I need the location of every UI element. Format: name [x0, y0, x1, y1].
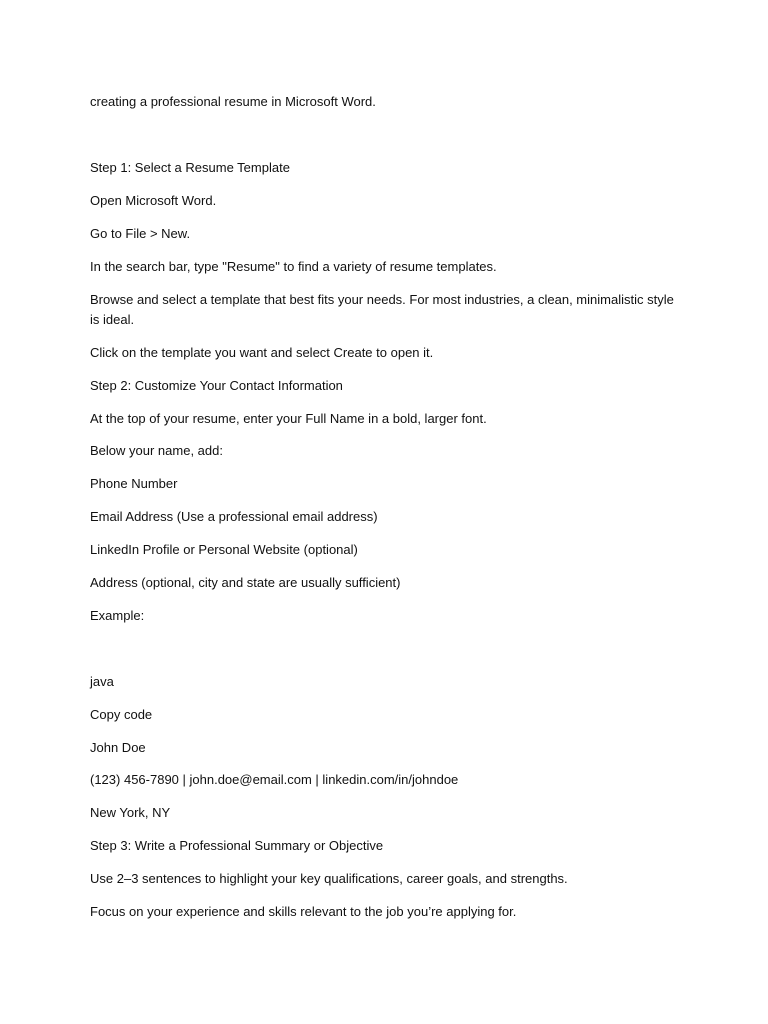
- step-2-below-name: Below your name, add:: [90, 443, 223, 458]
- step-3-focus: Focus on your experience and skills relevant to the job you’re applying for.: [90, 904, 517, 919]
- copy-code-label: Copy code: [90, 707, 153, 722]
- step-1-click-create: Click on the template you want and select Create to open it.: [90, 345, 434, 360]
- example-location: New York, NY: [90, 805, 171, 820]
- step-1-file-new: Go to File > New.: [90, 226, 191, 241]
- step-2-address: Address (optional, city and state are usually sufficient): [90, 575, 401, 590]
- step-1-open-word: Open Microsoft Word.: [90, 193, 217, 208]
- step-1-browse-template: Browse and select a template that best fits your needs. For most industries, a clean, minimalistic style is ideal.: [90, 292, 674, 327]
- example-contact-line: (123) 456-7890 | john.doe@email.com | linkedin.com/in/johndoe: [90, 772, 459, 787]
- example-label: Example:: [90, 608, 145, 623]
- step-2-heading: Step 2: Customize Your Contact Information: [90, 378, 343, 393]
- intro-line: creating a professional resume in Microsoft Word.: [90, 94, 376, 109]
- code-language-label: java: [90, 674, 114, 689]
- step-3-sentences: Use 2–3 sentences to highlight your key qualifications, career goals, and strengths.: [90, 871, 568, 886]
- example-name: John Doe: [90, 740, 146, 755]
- step-2-full-name: At the top of your resume, enter your Full Name in a bold, larger font.: [90, 411, 487, 426]
- step-2-phone-number: Phone Number: [90, 476, 178, 491]
- step-1-search-bar: In the search bar, type "Resume" to find a variety of resume templates.: [90, 259, 497, 274]
- step-1-heading: Step 1: Select a Resume Template: [90, 160, 290, 175]
- step-2-linkedin: LinkedIn Profile or Personal Website (optional): [90, 542, 358, 557]
- step-2-email-address: Email Address (Use a professional email address): [90, 509, 378, 524]
- step-3-heading: Step 3: Write a Professional Summary or Objective: [90, 838, 384, 853]
